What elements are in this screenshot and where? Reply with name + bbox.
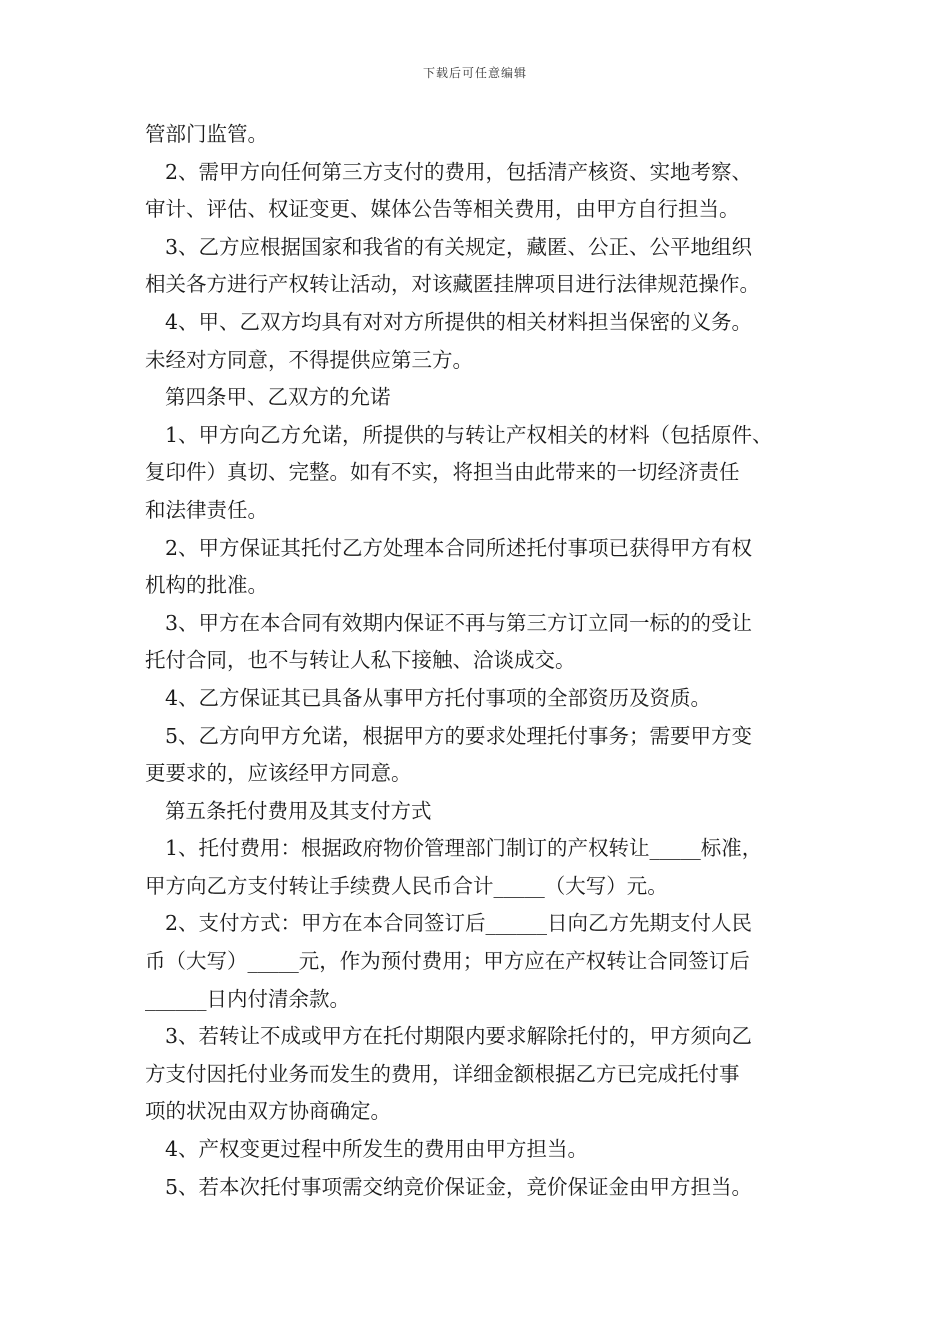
text-line: 2、支付方式：甲方在本合同签订后______日向乙方先期支付人民: [165, 911, 753, 936]
text-line: 4、乙方保证其已具备从事甲方托付事项的全部资历及资质。: [165, 685, 712, 710]
text-line: 托付合同，也不与转让人私下接触、洽谈成交。: [145, 648, 576, 673]
text-line: 项的状况由双方协商确定。: [145, 1099, 391, 1124]
text-line: 4、甲、乙双方均具有对对方所提供的相关材料担当保密的义务。: [165, 309, 753, 334]
section-heading: 第五条托付费用及其支付方式: [165, 798, 432, 823]
text-line: 未经对方同意，不得提供应第三方。: [145, 347, 473, 372]
text-line: 审计、评估、权证变更、媒体公告等相关费用，由甲方自行担当。: [145, 197, 740, 222]
text-line: 2、甲方保证其托付乙方处理本合同所述托付事项已获得甲方有权: [165, 535, 753, 560]
text-line: 2、需甲方向任何第三方支付的费用，包括清产核资、实地考察、: [165, 159, 753, 184]
text-line: 更要求的，应该经甲方同意。: [145, 761, 412, 786]
text-line: 1、甲方向乙方允诺，所提供的与转让产权相关的材料（包括原件、: [165, 422, 773, 447]
text-line: 机构的批准。: [145, 573, 268, 598]
text-line: 5、乙方向甲方允诺，根据甲方的要求处理托付事务；需要甲方变: [165, 723, 753, 748]
text-line: 5、若本次托付事项需交纳竞价保证金，竞价保证金由甲方担当。: [165, 1174, 753, 1199]
text-line: 1、托付费用：根据政府物价管理部门制订的产权转让_____标准，: [165, 836, 763, 861]
text-line: 复印件）真切、完整。如有不实，将担当由此带来的一切经济责任: [145, 460, 740, 485]
text-line: 4、产权变更过程中所发生的费用由甲方担当。: [165, 1137, 589, 1162]
page-header: 下载后可任意编辑: [422, 66, 527, 80]
text-line: 3、乙方应根据国家和我省的有关规定，藏匿、公正、公平地组织: [165, 234, 753, 259]
text-line: ______日内付清余款。: [145, 986, 350, 1011]
text-line: 方支付因托付业务而发生的费用，详细金额根据乙方已完成托付事: [145, 1061, 740, 1086]
text-line: 和法律责任。: [145, 497, 268, 522]
text-line: 3、甲方在本合同有效期内保证不再与第三方订立同一标的的受让: [165, 610, 753, 635]
text-line: 甲方向乙方支付转让手续费人民币合计_____（大写）元。: [145, 873, 668, 898]
document-body: [145, 116, 835, 1206]
text-line: 币（大写）_____元，作为预付费用；甲方应在产权转让合同签订后: [145, 949, 750, 974]
text-line: 管部门监管。: [145, 122, 268, 146]
section-heading: 第四条甲、乙双方的允诺: [165, 385, 391, 410]
text-line: 相关各方进行产权转让活动，对该藏匿挂牌项目进行法律规范操作。: [145, 272, 760, 297]
text-line: 3、若转让不成或甲方在托付期限内要求解除托付的，甲方须向乙: [165, 1024, 753, 1049]
